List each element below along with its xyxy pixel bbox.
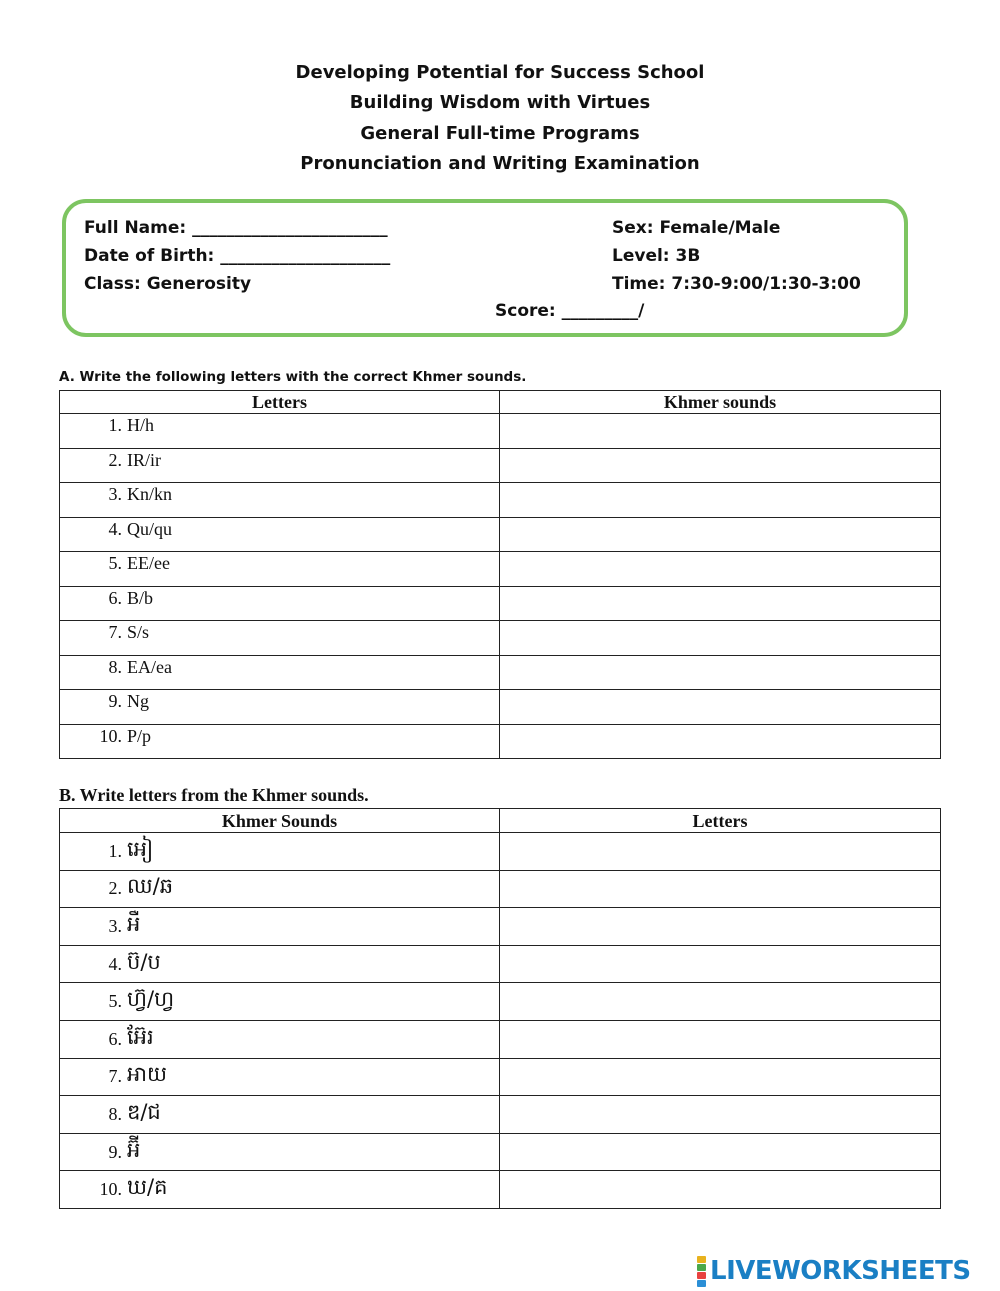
- item-text: អឺ: [127, 911, 141, 936]
- item-cell: [60, 1058, 500, 1096]
- answer-cell[interactable]: [500, 833, 941, 871]
- answer-cell[interactable]: [500, 1020, 941, 1058]
- item-number: 10.: [99, 1179, 122, 1200]
- item-text: ឈ/ឆ: [127, 874, 174, 899]
- item-number: 8.: [108, 1103, 122, 1124]
- item-cell: [60, 621, 500, 656]
- item-text: S/s: [127, 622, 150, 642]
- table-row: [60, 1171, 941, 1209]
- item-text: អាយ: [127, 1062, 167, 1087]
- full-name-field[interactable]: Full Name: _______________________: [84, 218, 388, 238]
- logo-square: [697, 1272, 706, 1279]
- table-row: [60, 1133, 941, 1171]
- answer-cell[interactable]: [500, 1171, 941, 1209]
- table-header-row: [60, 809, 941, 833]
- logo-square: [697, 1280, 706, 1287]
- answer-cell[interactable]: [500, 655, 941, 690]
- item-text: Ng: [127, 691, 149, 711]
- answer-cell[interactable]: [500, 483, 941, 518]
- item-number: 5.: [108, 991, 122, 1012]
- item-cell: [60, 983, 500, 1021]
- item-cell: [60, 724, 500, 759]
- answer-cell[interactable]: [500, 690, 941, 725]
- school-name: Developing Potential for Success School: [295, 62, 705, 83]
- item-cell: [60, 833, 500, 871]
- section-b-table: [59, 808, 941, 1209]
- answer-cell[interactable]: [500, 724, 941, 759]
- school-motto: Building Wisdom with Virtues: [349, 92, 651, 114]
- item-cell: [60, 1133, 500, 1171]
- table-row: [60, 483, 941, 518]
- item-text: EA/ea: [127, 656, 172, 677]
- table-row: [60, 833, 941, 871]
- item-text: IR/ir: [127, 449, 161, 470]
- table-row: [60, 908, 941, 946]
- table-row: [60, 1058, 941, 1096]
- item-number: 4.: [108, 953, 122, 974]
- class-label: Class: Generosity: [84, 274, 252, 294]
- item-text: ហ្វ៊/ហ្វ: [127, 987, 175, 1012]
- answer-cell[interactable]: [500, 870, 941, 908]
- table-row: [60, 870, 941, 908]
- item-number: 3.: [108, 915, 122, 936]
- answer-cell[interactable]: [500, 1133, 941, 1171]
- table-row: [60, 621, 941, 656]
- item-number: 9.: [108, 1141, 122, 1162]
- table-row: [60, 655, 941, 690]
- table-row: [60, 690, 941, 725]
- item-text: អៀ: [127, 836, 154, 861]
- sex-label: Sex: Female/Male: [612, 218, 781, 238]
- item-cell: [60, 870, 500, 908]
- answer-cell[interactable]: [500, 448, 941, 483]
- item-cell: [60, 1096, 500, 1134]
- item-text: B/b: [127, 587, 154, 608]
- answer-cell[interactable]: [500, 586, 941, 621]
- item-cell: [60, 655, 500, 690]
- khmer-sounds-column-header: Khmer sounds: [500, 391, 941, 414]
- item-number: 2.: [108, 878, 122, 899]
- answer-cell[interactable]: [500, 1058, 941, 1096]
- logo-square: [697, 1256, 706, 1263]
- item-cell: [60, 586, 500, 621]
- khmer-sounds-column-header: Khmer Sounds: [60, 809, 500, 833]
- table-row: [60, 945, 941, 983]
- item-cell: [60, 483, 500, 518]
- item-cell: [60, 448, 500, 483]
- item-text: អ៊ែរ: [127, 1024, 154, 1049]
- item-number: 3.: [108, 484, 122, 504]
- item-text: ឃ/គ: [127, 1175, 168, 1200]
- exam-title: Pronunciation and Writing Examination: [300, 152, 700, 174]
- logo-text: LIVEWORKSHEETS: [710, 1256, 971, 1286]
- item-number: 10.: [99, 725, 122, 746]
- answer-cell[interactable]: [500, 552, 941, 587]
- section-b-title: B. Write letters from the Khmer sounds.: [59, 785, 369, 805]
- item-cell: [60, 552, 500, 587]
- page-header: [0, 58, 1000, 179]
- liveworksheets-logo: [697, 1254, 971, 1288]
- item-number: 8.: [108, 656, 122, 677]
- table-row: [60, 724, 941, 759]
- item-number: 7.: [108, 622, 122, 642]
- date-of-birth-field[interactable]: Date of Birth: ____________________: [84, 246, 391, 266]
- score-field: Score: _________/: [495, 301, 645, 321]
- answer-cell[interactable]: [500, 621, 941, 656]
- answer-cell[interactable]: [500, 414, 941, 449]
- answer-cell[interactable]: [500, 1096, 941, 1134]
- item-text: ឌ/ជ: [127, 1099, 161, 1124]
- logo-square: [697, 1264, 706, 1271]
- table-row: [60, 1096, 941, 1134]
- item-cell: [60, 908, 500, 946]
- answer-cell[interactable]: [500, 983, 941, 1021]
- table-row: [60, 517, 941, 552]
- letters-column-header: Letters: [60, 391, 500, 414]
- table-header-row: [60, 391, 941, 414]
- level-label: Level: 3B: [612, 246, 701, 266]
- table-row: [60, 983, 941, 1021]
- answer-cell[interactable]: [500, 908, 941, 946]
- item-text: EE/ee: [127, 553, 170, 573]
- letters-column-header: Letters: [500, 809, 941, 833]
- item-cell: [60, 517, 500, 552]
- item-text: អ៊ី: [127, 1137, 141, 1162]
- item-cell: [60, 945, 500, 983]
- item-text: ប៊/ប: [127, 949, 161, 974]
- logo-squares-icon: [697, 1256, 706, 1287]
- item-number: 7.: [108, 1066, 122, 1087]
- item-cell: [60, 690, 500, 725]
- section-a-title: A. Write the following letters with the correct Khmer sounds.: [59, 369, 527, 385]
- item-text: Qu/qu: [127, 518, 172, 539]
- answer-cell[interactable]: [500, 517, 941, 552]
- answer-cell[interactable]: [500, 945, 941, 983]
- section-a-table: [59, 390, 941, 759]
- item-number: 2.: [108, 449, 122, 470]
- item-number: 5.: [108, 553, 122, 573]
- item-text: P/p: [127, 725, 152, 746]
- table-row: [60, 414, 941, 449]
- item-number: 9.: [108, 691, 122, 711]
- time-label: Time: 7:30-9:00/1:30-3:00: [612, 274, 861, 294]
- table-row: [60, 552, 941, 587]
- item-cell: [60, 414, 500, 449]
- item-text: H/h: [127, 415, 154, 435]
- item-number: 1.: [108, 415, 122, 435]
- table-row: [60, 586, 941, 621]
- item-number: 6.: [108, 1028, 122, 1049]
- item-text: Kn/kn: [127, 484, 172, 504]
- item-cell: [60, 1020, 500, 1058]
- item-number: 1.: [108, 840, 122, 861]
- table-row: [60, 1020, 941, 1058]
- item-number: 6.: [108, 587, 122, 608]
- item-cell: [60, 1171, 500, 1209]
- item-number: 4.: [108, 518, 122, 539]
- table-row: [60, 448, 941, 483]
- program-name: General Full-time Programs: [360, 122, 640, 144]
